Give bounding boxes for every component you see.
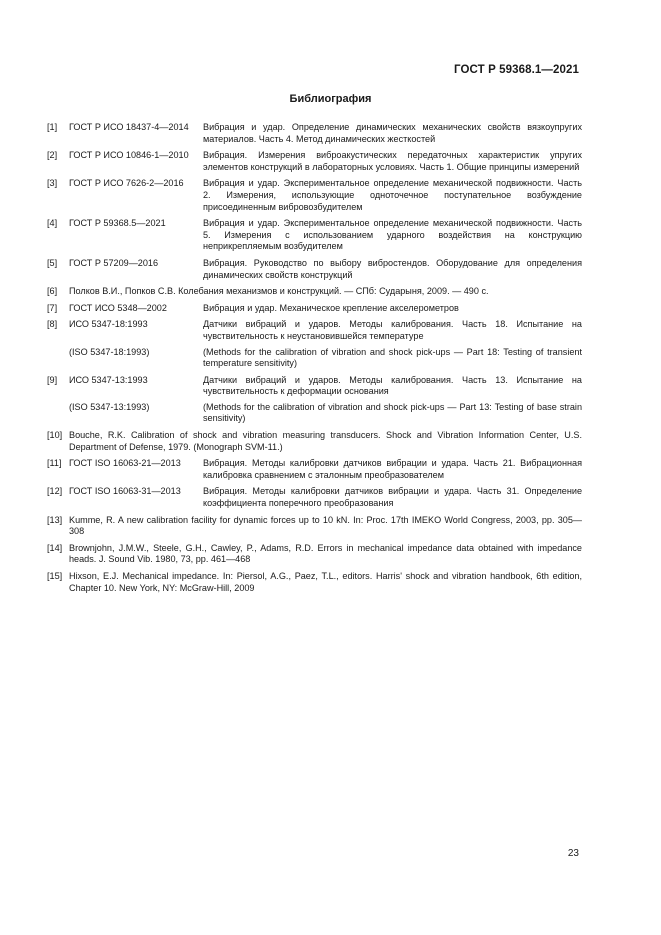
bib-entry-13 [47,515,582,538]
bib-entry-6 [47,286,582,298]
entry-number: [5] [47,257,58,268]
entry-original-source: (ISO 5347-13:1993) [69,401,150,412]
entry-text: Вибрация и удар. Экспериментальное определение механической подвижности. Часть 2. Измерения, использующие одноточечное поступательное возбуждение присоединенным вибровозбудителем [203,178,582,212]
bib-entry-12 [47,486,582,509]
entry-original-source: (ISO 5347-18:1993) [69,346,150,357]
entry-text: Brownjohn, J.M.W., Steele, G.H., Cawley, P., Adams, R.D. Errors in mechanical impedance data obtained with impedance heads. J. Sound Vib. 1980, 73, pp. 461—468 [69,542,582,565]
entry-number: [11] [47,458,62,469]
entry-text: Вибрация. Измерения виброакустических передаточных характеристик упругих элементов конструкций в лабораторных условиях. Часть 1. Общие принципы измерений [203,150,582,172]
bib-entry-8-original [47,347,582,370]
entry-text: Hixson, E.J. Mechanical impedance. In: Piersol, A.G., Paez, T.L., editors. Harris' shock and vibration handbook, 6th edition, Chapter 10. New York, NY: McGraw-Hill, 2009 [69,571,582,593]
bib-entry-1 [47,122,582,145]
entry-number: [6] [47,286,58,297]
bib-entry-9-original [47,402,582,425]
entry-text: Вибрация и удар. Механическое крепление акселерометров [203,302,459,313]
entry-text: Вибрация. Руководство по выбору вибростендов. Оборудование для определения динамических свойств конструкций [203,257,582,280]
entry-number: [1] [47,122,58,132]
bib-entry-11 [47,458,582,481]
entry-text: Датчики вибраций и ударов. Методы калибрования. Часть 13. Испытание на чувствительность к деформации основания [203,374,582,397]
bib-entry-2 [47,150,582,173]
entry-source: ГОСТ Р ИСО 18437-4—2014 [69,122,189,132]
entry-number: [9] [47,374,58,385]
bib-entry-10 [47,430,582,453]
entry-number: [15] [47,571,63,581]
entry-number: [12] [47,486,63,497]
entry-number: [4] [47,218,58,229]
bib-entry-7 [47,303,582,315]
entry-number: [3] [47,178,58,189]
bibliography-list [47,122,582,594]
entry-source: ГОСТ Р ИСО 7626-2—2016 [69,178,184,189]
entry-number: [8] [47,319,58,330]
entry-source: ГОСТ Р ИСО 10846-1—2010 [69,150,189,161]
entry-text: Вибрация и удар. Экспериментальное определение механической подвижности. Часть 5. Измерения с использованием ударного воздействия на конструкцию неприкрепляемым возбудителем [203,218,582,252]
entry-source: ГОСТ ISO 16063-21—2013 [69,458,181,469]
entry-number: [10] [47,430,63,441]
entry-text: Датчики вибраций и ударов. Методы калибрования. Часть 18. Испытание на чувствительность к неустановившейся температуре [203,319,582,341]
entry-source: ИСО 5347-13:1993 [69,374,148,385]
entry-source: ГОСТ Р 57209—2016 [69,257,159,268]
entry-number: [13] [47,514,63,525]
entry-source: ИСО 5347-18:1993 [69,319,148,330]
document-number: ГОСТ Р 59368.1—2021 [454,64,579,76]
entry-original-text: (Methods for the calibration of vibration and shock pick-ups — Part 13: Testing of base strain sensitivity) [203,401,582,424]
entry-source: ГОСТ ИСО 5348—2002 [69,302,167,313]
page-number: 23 [567,848,579,859]
entry-text: Bouche, R.K. Calibration of shock and vibration measuring transducers. Shock and Vibration Information Center, U.S. Department of Defense, 1979. (Monograph SVM-11.) [69,430,582,452]
entry-text: Kumme, R. A new calibration facility for dynamic forces up to 10 kN. In: Proc. 17th IMEKO World Congress, 2003, pp. 305—308 [69,514,582,537]
bib-entry-3 [47,178,582,213]
bib-entry-4 [47,218,582,253]
bib-entry-14 [47,543,582,566]
entry-original-text: (Methods for the calibration of vibration and shock pick-ups — Part 18: Testing of transient temperature sensitivity) [203,346,582,369]
entry-text: Вибрация и удар. Определение динамических механических свойств вязкоупругих материалов. Часть 4. Метод динамических жесткостей [203,122,582,144]
bib-entry-15 [47,571,582,594]
entry-number: [7] [47,302,58,313]
entry-text: Вибрация. Методы калибровки датчиков вибрации и удара. Часть 31. Определение коэффициента поперечного преобразования [203,486,582,509]
bib-entry-9 [47,375,582,398]
entry-number: [2] [47,150,58,161]
bib-entry-5 [47,258,582,281]
page-title: Библиография [289,93,372,105]
entry-text: Полков В.И., Попков С.В. Колебания механизмов и конструкций. — СПб: Сударыня, 2009. — 490 с. [69,286,489,297]
entry-number: [14] [47,542,63,553]
entry-source: ГОСТ ISO 16063-31—2013 [69,486,181,497]
entry-text: Вибрация. Методы калибровки датчиков вибрации и удара. Часть 21. Вибрационная калибровка сравнением с эталонным преобразователем [203,458,582,480]
bib-entry-8 [47,319,582,342]
entry-source: ГОСТ Р 59368.5—2021 [69,218,166,229]
